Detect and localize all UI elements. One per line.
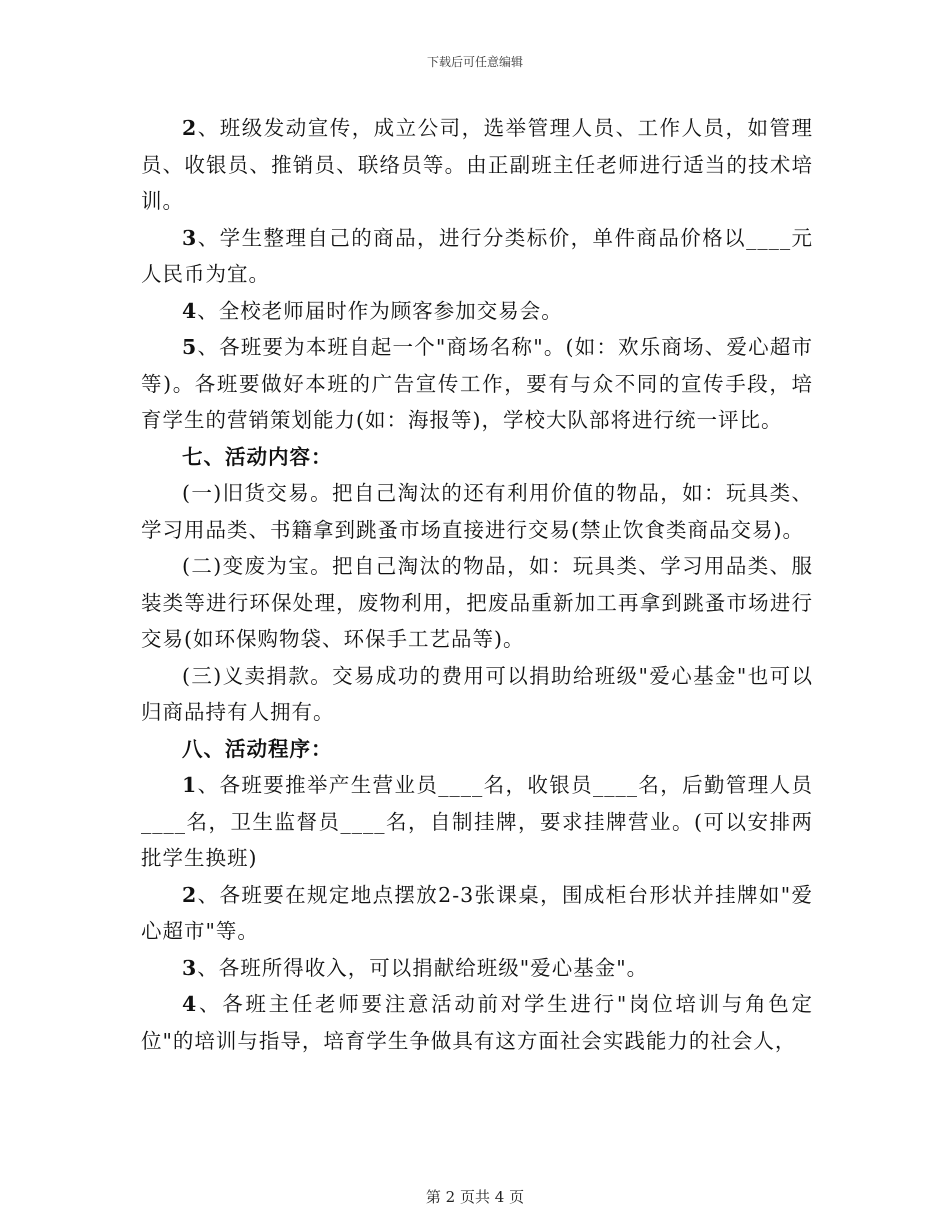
paragraph-text: 、学生整理自己的商品，进行分类标价，单件商品价格以____元人民币为宜。	[141, 225, 813, 286]
page-footer: 第 2 页共 4 页	[425, 1188, 525, 1206]
item-number: 1	[182, 773, 198, 797]
item-number: 5	[182, 335, 198, 359]
paragraph-item-5	[141, 329, 813, 439]
section-heading-activity-content: 七、活动内容：	[182, 444, 333, 469]
paragraph-text: 、班级发动宣传，成立公司，选举管理人员、工作人员，如管理员、收银员、推销员、联络员等。由正副班主任老师进行适当的技术培训。	[141, 116, 813, 213]
paragraph-item-3	[141, 220, 813, 293]
paragraph-procedure-1	[141, 767, 813, 877]
item-number: 3	[182, 225, 198, 250]
item-number: 2	[182, 882, 198, 907]
section-heading-activity-procedure: 八、活动程序：	[182, 736, 333, 761]
item-number: 4	[182, 298, 198, 323]
paragraph-procedure-3	[141, 950, 813, 987]
item-number: 4	[182, 992, 198, 1016]
paragraph-text: 、全校老师届时作为顾客参加交易会。	[197, 298, 563, 323]
paragraph-item-4	[141, 293, 813, 330]
paragraph-text: 、各班要推举产生营业员____名，收银员____名，后勤管理人员____名，卫生监督员____名，自制挂牌，要求挂牌营业。(可以安排两批学生换班)	[141, 773, 813, 870]
paragraph-procedure-2	[141, 877, 813, 950]
paragraph-procedure-4	[141, 986, 813, 1059]
paragraph-charity-sale: (三)义卖捐款。交易成功的费用可以捐助给班级"爱心基金"也可以归商品持有人拥有。	[141, 663, 813, 724]
paragraph-text: 、各班所得收入，可以捐献给班级"爱心基金"。	[197, 955, 649, 980]
paragraph-text: 、各班要在规定地点摆放2-3张课桌，围成柜台形状并挂牌如"爱心超市"等。	[141, 882, 813, 943]
paragraph-item-2	[141, 110, 813, 220]
item-number: 3	[182, 955, 198, 980]
paragraph-secondhand-trade: (一)旧货交易。把自己淘汰的还有利用价值的物品，如：玩具类、学习用品类、书籍拿到跳蚤市场直接进行交易(禁止饮食类商品交易)。	[141, 481, 813, 542]
paragraph-text: 、各班主任老师要注意活动前对学生进行"岗位培训与角色定位"的培训与指导，培育学生争做具有这方面社会实践能力的社会人，	[141, 992, 813, 1053]
page-header: 下载后可任意编辑	[426, 55, 523, 69]
item-number: 2	[182, 116, 198, 140]
paragraph-text: 、各班要为本班自起一个"商场名称"。(如：欢乐商场、爱心超市等)。各班要做好本班的广告宣传工作，要有与众不同的宣传手段，培育学生的营销策划能力(如：海报等)，学校大队部将进行统一评比。	[141, 335, 813, 432]
document-body	[141, 110, 813, 1059]
paragraph-recycle: (二)变废为宝。把自己淘汰的物品，如：玩具类、学习用品类、服装类等进行环保处理，废物利用，把废品重新加工再拿到跳蚤市场进行交易(如环保购物袋、环保手工艺品等)。	[141, 554, 813, 651]
